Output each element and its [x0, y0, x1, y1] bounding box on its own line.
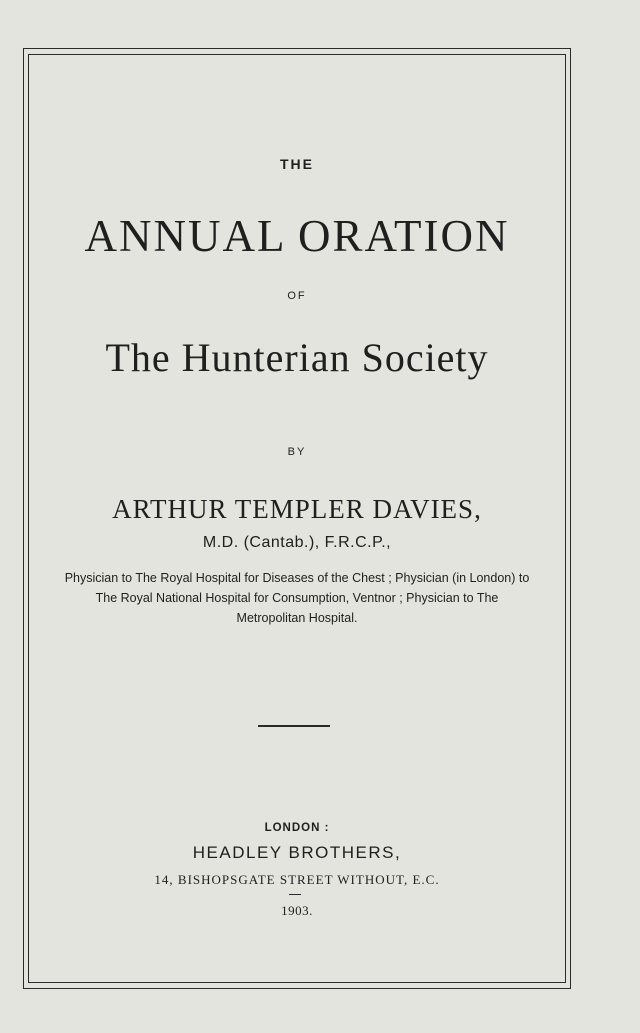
title-annual-oration: ANNUAL ORATION [84, 211, 510, 261]
title-of: OF [287, 290, 307, 302]
byline-by: BY [287, 446, 307, 458]
title-the: THE [280, 156, 314, 172]
imprint-city: LONDON : [264, 822, 330, 834]
title-society: The Hunterian Society [105, 335, 489, 380]
author-affiliation: Physician to The Royal Hospital for Diseases of the Chest ; Physician (in London) to The Royal National Hospital for Consumption, Ventnor ; Physician to The Metropolitan Hospital. [64, 571, 530, 625]
author-degrees: M.D. (Cantab.), F.R.C.P., [202, 534, 392, 551]
imprint-address: 14, BISHOPSGATE STREET WITHOUT, E.C. [154, 872, 440, 887]
section-rule [258, 725, 330, 727]
imprint-publisher: HEADLEY BROTHERS, [192, 843, 402, 862]
imprint-dash [289, 894, 301, 895]
author-name: ARTHUR TEMPLER DAVIES, [112, 494, 482, 524]
imprint-year: 1903. [281, 903, 313, 918]
